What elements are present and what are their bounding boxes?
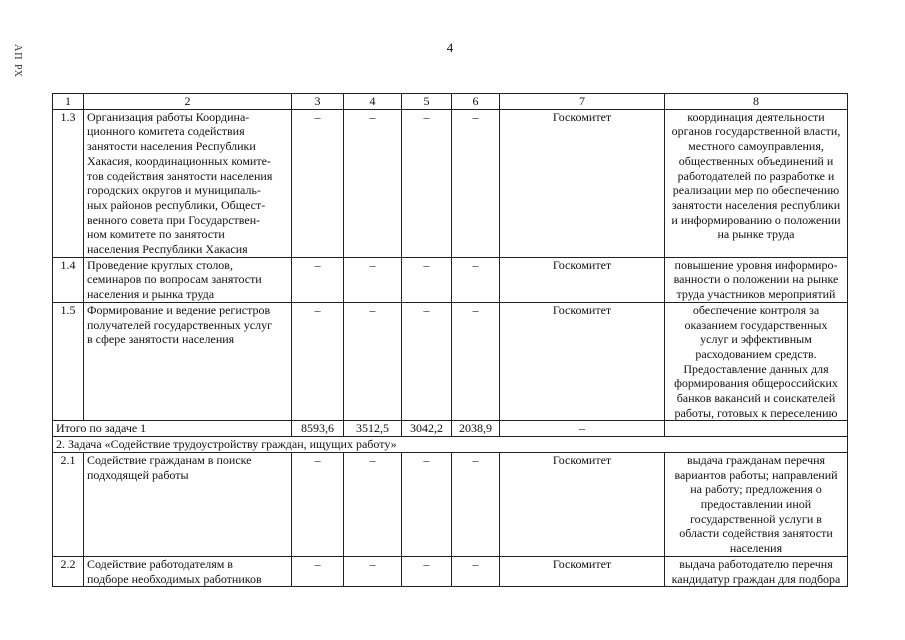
value-col4: – bbox=[344, 302, 402, 421]
expected-result bbox=[665, 452, 848, 556]
value-col3: – bbox=[292, 302, 344, 421]
activity-name bbox=[84, 556, 292, 586]
activity-name-line: получателей государственных услуг bbox=[87, 317, 273, 332]
program-table bbox=[52, 93, 848, 587]
result-line: вариантов работы; направлений bbox=[674, 467, 838, 482]
total-col6: 2038,9 bbox=[452, 421, 500, 437]
value-col3: – bbox=[292, 257, 344, 302]
activity-name-line: Проведение круглых столов, bbox=[87, 257, 233, 272]
value-col4: – bbox=[344, 452, 402, 556]
total-label: Итого по задаче 1 bbox=[53, 421, 292, 437]
activity-name-line: Содействие работодателям в bbox=[87, 556, 233, 571]
row-number: 2.2 bbox=[53, 556, 84, 586]
page-number: 4 bbox=[446, 40, 454, 55]
executor: Госкомитет bbox=[500, 109, 665, 257]
table-header-row bbox=[53, 94, 848, 110]
expected-result bbox=[665, 109, 848, 257]
result-line: обеспечение контроля за bbox=[692, 302, 820, 317]
result-line: работы, готовых к переселению bbox=[674, 405, 838, 420]
total-col4: 3512,5 bbox=[344, 421, 402, 437]
activity-name-line: в сфере занятости населения bbox=[87, 332, 235, 347]
total-result bbox=[665, 421, 848, 437]
result-line: выдача работодателю перечня bbox=[679, 556, 833, 571]
total-row bbox=[53, 421, 848, 437]
value-col5: – bbox=[402, 556, 452, 586]
result-line: предоставлении иной bbox=[700, 496, 812, 511]
result-line: выдача гражданам перечня bbox=[686, 452, 826, 467]
header-cell: 3 bbox=[292, 94, 344, 110]
row-number: 1.5 bbox=[53, 302, 84, 421]
value-col3: – bbox=[292, 109, 344, 257]
table-row bbox=[53, 556, 848, 586]
result-line: повышение уровня информиро- bbox=[674, 257, 838, 272]
executor: Госкомитет bbox=[500, 302, 665, 421]
header-cell: 4 bbox=[344, 94, 402, 110]
value-col4: – bbox=[344, 556, 402, 586]
result-line: на работу; предложения о bbox=[690, 482, 822, 497]
activity-name-line: ном комитете по занятости bbox=[87, 227, 225, 242]
activity-name-line: тов содействия занятости населения bbox=[87, 168, 273, 183]
result-line: услуг и эффективным bbox=[700, 332, 812, 347]
activity-name-line: подборе необходимых работников bbox=[87, 571, 262, 586]
section-row bbox=[53, 437, 848, 453]
result-line: банков вакансий и соискателей bbox=[676, 391, 836, 406]
row-number: 2.1 bbox=[53, 452, 84, 556]
activity-name-line: подходящей работы bbox=[87, 467, 189, 482]
total-col5: 3042,2 bbox=[402, 421, 452, 437]
value-col6: – bbox=[452, 556, 500, 586]
result-line: занятости населения республики bbox=[671, 197, 841, 212]
total-executor: – bbox=[500, 421, 665, 437]
result-line: кандидатур граждан для подбора bbox=[671, 571, 841, 586]
row-number: 1.4 bbox=[53, 257, 84, 302]
result-line: формирования общероссийских bbox=[674, 376, 838, 391]
result-line: Предоставление данных для bbox=[683, 361, 829, 376]
result-line: расходованием средств. bbox=[695, 346, 817, 361]
result-line: населения bbox=[729, 541, 783, 556]
expected-result bbox=[665, 556, 848, 586]
table-row bbox=[53, 257, 848, 302]
value-col5: – bbox=[402, 452, 452, 556]
value-col6: – bbox=[452, 302, 500, 421]
table-row bbox=[53, 109, 848, 257]
header-cell: 1 bbox=[53, 94, 84, 110]
value-col3: – bbox=[292, 556, 344, 586]
activity-name-line: венного совета при Государствен- bbox=[87, 212, 261, 227]
activity-name-line: ных районов республики, Общест- bbox=[87, 197, 266, 212]
value-col5: – bbox=[402, 109, 452, 257]
activity-name bbox=[84, 302, 292, 421]
activity-name bbox=[84, 452, 292, 556]
value-col5: – bbox=[402, 257, 452, 302]
activity-name-line: Организация работы Координа- bbox=[87, 109, 250, 124]
value-col6: – bbox=[452, 257, 500, 302]
result-line: труда участников мероприятий bbox=[676, 287, 836, 302]
side-mark: АП РХ bbox=[12, 44, 23, 79]
result-line: координация деятельности bbox=[687, 109, 825, 124]
result-line: реализации мер по обеспечению bbox=[672, 183, 840, 198]
activity-name-line: семинаров по вопросам занятости bbox=[87, 272, 262, 287]
header-cell: 8 bbox=[665, 94, 848, 110]
header-cell: 7 bbox=[500, 94, 665, 110]
activity-name-line: занятости населения Республики bbox=[87, 139, 256, 154]
value-col3: – bbox=[292, 452, 344, 556]
result-line: местного самоуправления, bbox=[688, 139, 824, 154]
activity-name-line: Формирование и ведение регистров bbox=[87, 302, 271, 317]
value-col5: – bbox=[402, 302, 452, 421]
executor: Госкомитет bbox=[500, 556, 665, 586]
section-title: 2. Задача «Содействие трудоустройству граждан, ищущих работу» bbox=[53, 437, 848, 453]
result-line: на рынке труда bbox=[717, 227, 795, 242]
activity-name-line: населения Республики Хакасия bbox=[87, 242, 248, 257]
activity-name-line: ционного комитета содействия bbox=[87, 124, 245, 139]
table-row bbox=[53, 302, 848, 421]
result-line: государственной услуги в bbox=[690, 511, 822, 526]
executor: Госкомитет bbox=[500, 257, 665, 302]
header-cell: 5 bbox=[402, 94, 452, 110]
value-col4: – bbox=[344, 257, 402, 302]
activity-name bbox=[84, 109, 292, 257]
expected-result bbox=[665, 257, 848, 302]
table-row bbox=[53, 452, 848, 556]
result-line: оказанием государственных bbox=[684, 317, 828, 332]
activity-name-line: Хакасия, координационных комите- bbox=[87, 153, 271, 168]
result-line: ванности о положении на рынке bbox=[673, 272, 839, 287]
value-col6: – bbox=[452, 452, 500, 556]
result-line: работодателей по разработке и bbox=[677, 168, 835, 183]
header-cell: 2 bbox=[84, 94, 292, 110]
result-line: и информированию о положении bbox=[671, 212, 841, 227]
row-number: 1.3 bbox=[53, 109, 84, 257]
header-cell: 6 bbox=[452, 94, 500, 110]
value-col6: – bbox=[452, 109, 500, 257]
executor: Госкомитет bbox=[500, 452, 665, 556]
activity-name-line: населения и рынка труда bbox=[87, 287, 215, 302]
activity-name bbox=[84, 257, 292, 302]
expected-result bbox=[665, 302, 848, 421]
result-line: области содействия занятости bbox=[679, 526, 833, 541]
result-line: общественных объединений и bbox=[678, 153, 834, 168]
activity-name-line: Содействие гражданам в поиске bbox=[87, 452, 252, 467]
value-col4: – bbox=[344, 109, 402, 257]
total-col3: 8593,6 bbox=[292, 421, 344, 437]
result-line: органов государственной власти, bbox=[671, 124, 841, 139]
activity-name-line: городских округов и муниципаль- bbox=[87, 183, 261, 198]
